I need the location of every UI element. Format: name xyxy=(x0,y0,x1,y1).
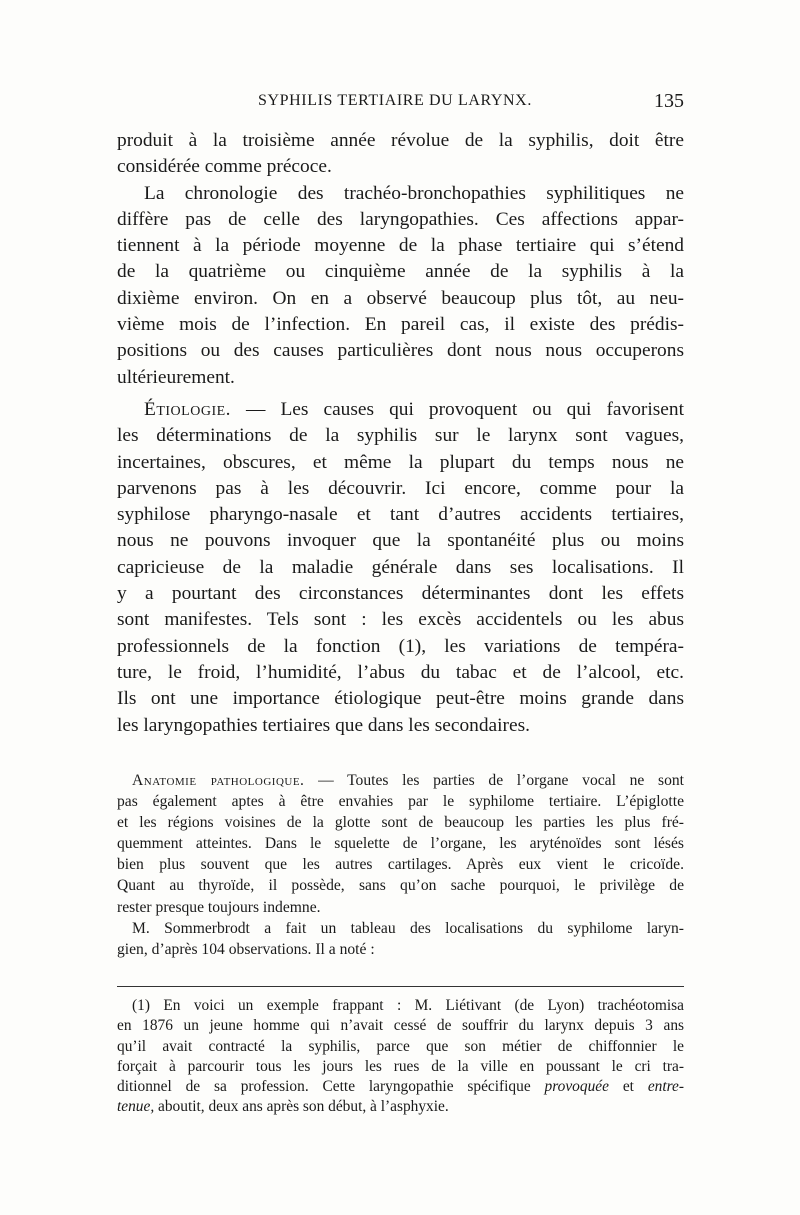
text-line: qu’il avait contracté la syphilis, parce que son métier de chiffonnier le xyxy=(117,1037,684,1055)
text-line: incertaines, obscures, et même la plupart du temps nous ne xyxy=(117,451,684,473)
text-line: parvenons pas à les découvrir. Ici encore, comme pour la xyxy=(117,477,684,499)
section-heading-etiologie: Étiologie. xyxy=(144,398,232,420)
running-title: SYPHILIS TERTIAIRE DU LARYNX. xyxy=(258,92,532,109)
text-fragment: aboutit, deux ans après son début, à l’asphyxie. xyxy=(154,1098,449,1116)
paragraph-anatomie xyxy=(117,770,684,918)
text-line: tiennent à la période moyenne de la phase tertiaire qui s’étend xyxy=(117,235,684,257)
paragraph-etiologie xyxy=(117,397,684,739)
text-line: les déterminations de la syphilis sur le larynx sont vagues, xyxy=(117,425,684,447)
footnote xyxy=(117,996,684,1118)
text-line: capricieuse de la maladie générale dans ses localisations. Il xyxy=(117,556,684,578)
text-line: professionnels de la fonction (1), les variations de tempéra- xyxy=(117,635,684,657)
paragraph-chronologie xyxy=(117,181,684,391)
text-line: vième mois de l’infection. En pareil cas, il existe des prédis- xyxy=(117,314,684,336)
text-fragment: et xyxy=(608,1078,648,1096)
text-line: produit à la troisième année révolue de la syphilis, doit être xyxy=(117,130,684,151)
text-line xyxy=(117,770,684,791)
running-head xyxy=(117,92,684,120)
italic-word: provoquée xyxy=(544,1078,609,1096)
text-line: nous ne pouvons invoquer que la spontanéité plus ou moins xyxy=(117,530,684,552)
text-line: rester presque toujours indemne. xyxy=(117,898,321,916)
text-line: M. Sommerbrodt a fait un tableau des localisations du syphilome laryn- xyxy=(132,919,684,937)
text-line: bien plus souvent que les autres cartilages. Après eux vient le cricoïde. xyxy=(117,856,684,874)
text-line: quemment atteintes. Dans le squelette de l’organe, les aryténoïdes sont lésés xyxy=(117,835,684,853)
italic-word: tenue, xyxy=(117,1098,155,1116)
text-fragment: ditionnel de sa profession. Cette laryngopathie spécifique xyxy=(117,1078,531,1096)
text-line: Ils ont une importance étiologique peut-être moins grande dans xyxy=(117,688,684,710)
page-number: 135 xyxy=(654,90,684,112)
italic-word: entre- xyxy=(647,1078,684,1096)
text-line: positions ou des causes particulières dont nous nous occuperons xyxy=(117,340,684,362)
text-fragment: — Toutes les parties de l’organe vocal ne sont xyxy=(304,772,684,789)
main-text xyxy=(117,128,684,739)
text-line: y a pourtant des circonstances déterminantes dont les effets xyxy=(117,583,684,605)
text-line: considérée comme précoce. xyxy=(117,156,332,178)
text-line: pas également aptes à être envahies par le syphilome tertiaire. L’épiglotte xyxy=(117,793,684,811)
section-heading-anatomie: Anatomie pathologique. xyxy=(132,772,305,789)
paragraph-continuation xyxy=(117,128,684,181)
text-line: sont manifestes. Tels sont : les excès accidentels ou les abus xyxy=(117,609,684,631)
text-line: ture, le froid, l’humidité, l’abus du tabac et de l’alcool, etc. xyxy=(117,661,684,683)
text-line: dixième environ. On en a observé beaucoup plus tôt, au neu- xyxy=(117,287,684,309)
text-line: et les régions voisines de la glotte sont de beaucoup les parties les plus fré- xyxy=(117,814,684,832)
text-fragment: — Les causes qui provoquent ou qui favorisent xyxy=(231,398,684,420)
text-line xyxy=(117,397,684,423)
text-line: de la quatrième ou cinquième année de la syphilis à la xyxy=(117,261,684,283)
small-print-section xyxy=(117,770,684,960)
text-line xyxy=(117,1097,684,1117)
text-line: ultérieurement. xyxy=(117,366,235,388)
text-line: les laryngopathies tertiaires que dans les secondaires. xyxy=(117,714,530,736)
text-line: en 1876 un jeune homme qui n’avait cessé de souffrir du larynx depuis 3 ans xyxy=(117,1017,684,1035)
text-line: (1) En voici un exemple frappant : M. Liétivant (de Lyon) trachéotomisa xyxy=(132,997,684,1014)
text-line: syphilose pharyngo-nasale et tant d’autres accidents tertiaires, xyxy=(117,504,684,526)
text-line: diffère pas de celle des laryngopathies. Ces affections appar- xyxy=(117,208,684,230)
footnote-divider xyxy=(117,986,684,987)
text-line: Quant au thyroïde, il possède, sans qu’on sache pourquoi, le privilège de xyxy=(117,877,684,895)
text-line: La chronologie des trachéo-bronchopathies syphilitiques ne xyxy=(144,182,684,204)
text-line xyxy=(117,1077,684,1097)
text-line: gien, d’après 104 observations. Il a noté : xyxy=(117,940,375,958)
text-line: forçait à parcourir tous les jours les rues de la ville en poussant le cri tra- xyxy=(117,1057,684,1075)
paragraph-sommerbrodt xyxy=(117,918,684,960)
